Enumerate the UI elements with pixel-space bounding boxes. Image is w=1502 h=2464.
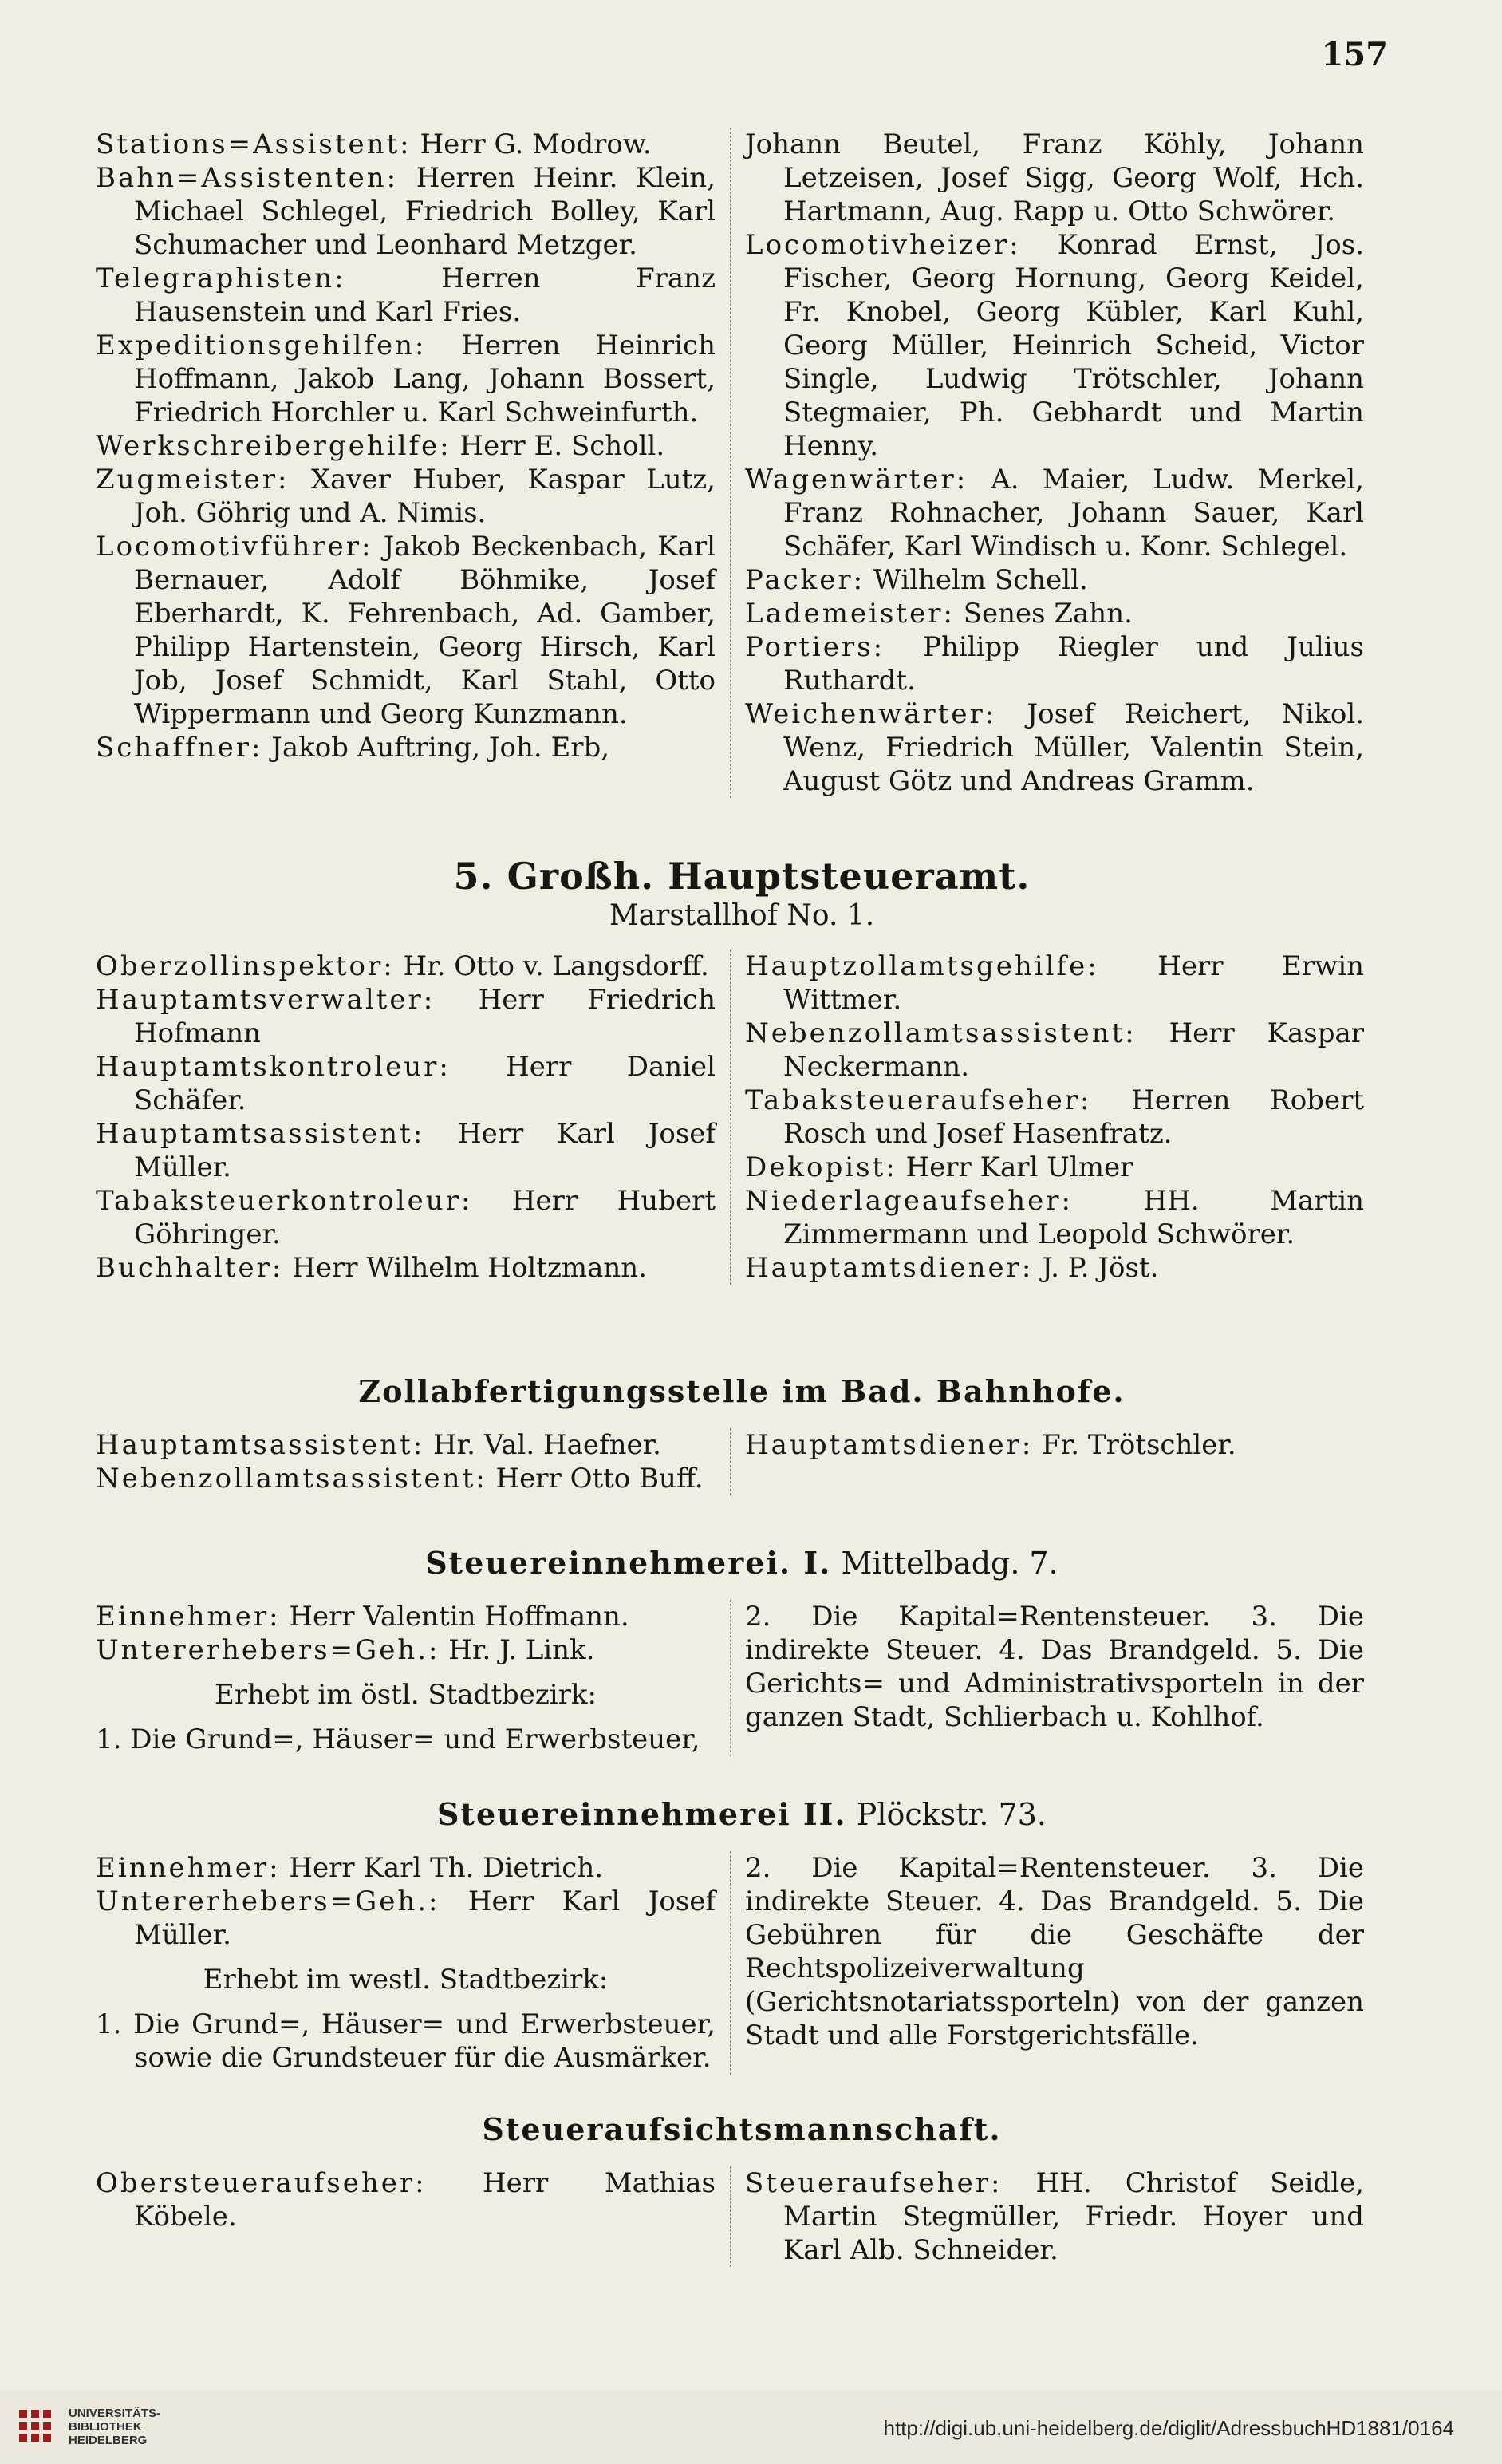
zollabfertigung-block	[96, 1428, 1388, 1495]
entry: Nebenzollamtsassistent: Herr Kaspar Neckermann.	[745, 1017, 1364, 1083]
entry: Hauptamtsdiener: J. P. Jöst.	[745, 1252, 1159, 1284]
entry: Hauptzollamtsgehilfe: Herr Erwin Wittmer.	[745, 950, 1364, 1016]
entry: Hauptamtsassistent: Hr. Val. Haefner.	[96, 1429, 661, 1461]
steuer-1-heading	[96, 1544, 1388, 1582]
entry: Hauptamtsdiener: Fr. Trötschler.	[745, 1429, 1236, 1461]
entry: Werkschreibergehilfe: Herr E. Scholl.	[96, 430, 665, 462]
entry: Dekopist: Herr Karl Ulmer	[745, 1151, 1133, 1183]
entry: Oberzollinspektor: Hr. Otto v. Langsdorff.	[96, 950, 709, 982]
entry: 2. Die Kapital=Rentensteuer. 3. Die indirekte Steuer. 4. Das Brandgeld. 5. Die Gerichts= und Administrativsporteln in der ganzen Stadt, Schlierbach u. Kohlhof.	[745, 1601, 1364, 1733]
library-name: UNIVERSITÄTS- BIBLIOTHEK HEIDELBERG	[69, 2407, 161, 2447]
entry: Buchhalter: Herr Wilhelm Holtzmann.	[96, 1252, 647, 1284]
entry: Johann Beutel, Franz Köhly, Johann Letzeisen, Josef Sigg, Georg Wolf, Hch. Hartmann, Aug. Rapp u. Otto Schwörer.	[745, 128, 1364, 227]
entry: Untererhebers=Geh.: Herr Karl Josef Müller.	[96, 1886, 716, 1951]
subsection-title: Steueraufsichtsmannschaft.	[482, 2111, 1002, 2147]
entry: 1. Die Grund=, Häuser= und Erwerbsteuer,	[96, 1724, 700, 1755]
section-5-block	[96, 950, 1388, 1285]
library-logo-icon	[16, 2407, 54, 2445]
steuer-2-left-column	[96, 1851, 730, 2075]
steuer-1-left-column	[96, 1600, 730, 1756]
district-heading: Erhebt im östl. Stadtbezirk:	[215, 1679, 597, 1711]
source-url-link[interactable]: http://digi.ub.uni-heidelberg.de/diglit/AdressbuchHD1881/0164	[883, 2416, 1454, 2440]
section-subtitle: Marstallhof No. 1.	[609, 899, 875, 932]
entry: Wagenwärter: A. Maier, Ludw. Merkel, Franz Rohnacher, Johann Sauer, Karl Schäfer, Karl Windisch u. Konr. Schlegel.	[745, 464, 1364, 563]
subsection-title: Steuereinnehmerei. I. Mittelbadg. 7.	[425, 1545, 1058, 1581]
document-page	[96, 24, 1388, 2386]
entry: Steueraufseher: HH. Christof Seidle, Martin Stegmüller, Friedr. Hoyer und Karl Alb. Schneider.	[745, 2167, 1364, 2266]
footer-bar	[0, 2391, 1502, 2464]
steuer-2-right-column	[730, 1851, 1364, 2075]
steuer-2-block	[96, 1851, 1388, 2075]
zollabfertigung-left-column	[96, 1428, 730, 1495]
entry: Obersteueraufseher: Herr Mathias Köbele.	[96, 2167, 716, 2233]
steuer-1-right-column	[730, 1600, 1364, 1756]
entry: Stations=Assistent: Herr G. Modrow.	[96, 128, 652, 160]
subsection-title: Steuereinnehmerei II. Plöckstr. 73.	[436, 1796, 1047, 1832]
entry: Lademeister: Senes Zahn.	[745, 598, 1133, 630]
aufsicht-heading	[96, 2111, 1388, 2149]
entry: Tabaksteueraufseher: Herren Robert Rosch und Josef Hasenfratz.	[745, 1084, 1364, 1150]
entry: Locomotivführer: Jakob Beckenbach, Karl Bernauer, Adolf Böhmike, Josef Eberhardt, K. Fehrenbach, Ad. Gamber, Philipp Hartenstein, Georg Hirsch, Karl Job, Josef Schmidt, Karl Stahl, Otto Wippermann und Georg Kunzmann.	[96, 531, 716, 730]
entry: Weichenwärter: Josef Reichert, Nikol. Wenz, Friedrich Müller, Valentin Stein, August Götz und Andreas Gramm.	[745, 698, 1364, 797]
section-title: 5. Großh. Hauptsteueramt.	[453, 855, 1031, 898]
subsection-title: Zollabfertigungsstelle im Bad. Bahnhofe.	[358, 1373, 1126, 1409]
entry: Hauptamtskontroleur: Herr Daniel Schäfer.	[96, 1051, 716, 1116]
section-5-heading	[96, 854, 1388, 934]
entry: Telegraphisten: Herren Franz Hausenstein und Karl Fries.	[96, 263, 716, 328]
entry: 2. Die Kapital=Rentensteuer. 3. Die indirekte Steuer. 4. Das Brandgeld. 5. Die Gebühren für die Geschäfte der Rechtspolizeiverwaltung (Gerichtsnotariatssporteln) von der ganzen Stadt und alle Forstgerichtsfälle.	[745, 1852, 1364, 2051]
entry: Einnehmer: Herr Karl Th. Dietrich.	[96, 1852, 604, 1884]
aufsicht-block	[96, 2166, 1388, 2267]
steuer-1-block	[96, 1600, 1388, 1756]
aufsicht-right-column	[730, 2166, 1364, 2267]
railway-right-column	[730, 128, 1364, 798]
zollabfertigung-right-column	[730, 1428, 1364, 1495]
entry: 1. Die Grund=, Häuser= und Erwerbsteuer, sowie die Grundsteuer für die Ausmärker.	[96, 2008, 716, 2074]
railway-left-column	[96, 128, 730, 798]
district-heading: Erhebt im westl. Stadtbezirk:	[203, 1964, 609, 1996]
entry: Schaffner: Jakob Auftring, Joh. Erb,	[96, 732, 610, 764]
steuer-2-heading	[96, 1795, 1388, 1834]
entry: Portiers: Philipp Riegler und Julius Ruthardt.	[745, 631, 1364, 697]
entry: Zugmeister: Xaver Huber, Kaspar Lutz, Joh. Göhrig und A. Nimis.	[96, 464, 716, 529]
entry: Locomotivheizer: Konrad Ernst, Jos. Fischer, Georg Hornung, Georg Keidel, Fr. Knobel, Georg Kübler, Karl Kuhl, Georg Müller, Heinrich Scheid, Victor Single, Ludwig Trötschler, Johann Stegmaier, Ph. Gebhardt und Martin Henny.	[745, 229, 1364, 462]
section-5-left-column	[96, 950, 730, 1285]
railway-staff-block	[96, 128, 1388, 798]
entry: Nebenzollamtsassistent: Herr Otto Buff.	[96, 1463, 704, 1495]
entry: Untererhebers=Geh.: Hr. J. Link.	[96, 1634, 595, 1666]
entry: Bahn=Assistenten: Herren Heinr. Klein, Michael Schlegel, Friedrich Bolley, Karl Schumacher und Leonhard Metzger.	[96, 162, 716, 261]
entry: Einnehmer: Herr Valentin Hoffmann.	[96, 1601, 629, 1633]
entry: Tabaksteuerkontroleur: Herr Hubert Göhringer.	[96, 1185, 716, 1250]
page-number: 157	[1321, 36, 1388, 73]
entry: Expeditionsgehilfen: Herren Heinrich Hoffmann, Jakob Lang, Johann Bossert, Friedrich Horchler u. Karl Schweinfurth.	[96, 330, 716, 428]
entry: Hauptamtsassistent: Herr Karl Josef Müller.	[96, 1118, 716, 1183]
section-5-right-column	[730, 950, 1364, 1285]
entry: Hauptamtsverwalter: Herr Friedrich Hofmann	[96, 984, 716, 1049]
entry: Niederlageaufseher: HH. Martin Zimmermann und Leopold Schwörer.	[745, 1185, 1364, 1250]
aufsicht-left-column	[96, 2166, 730, 2267]
entry: Packer: Wilhelm Schell.	[745, 564, 1088, 596]
zollabfertigung-heading	[96, 1372, 1388, 1411]
